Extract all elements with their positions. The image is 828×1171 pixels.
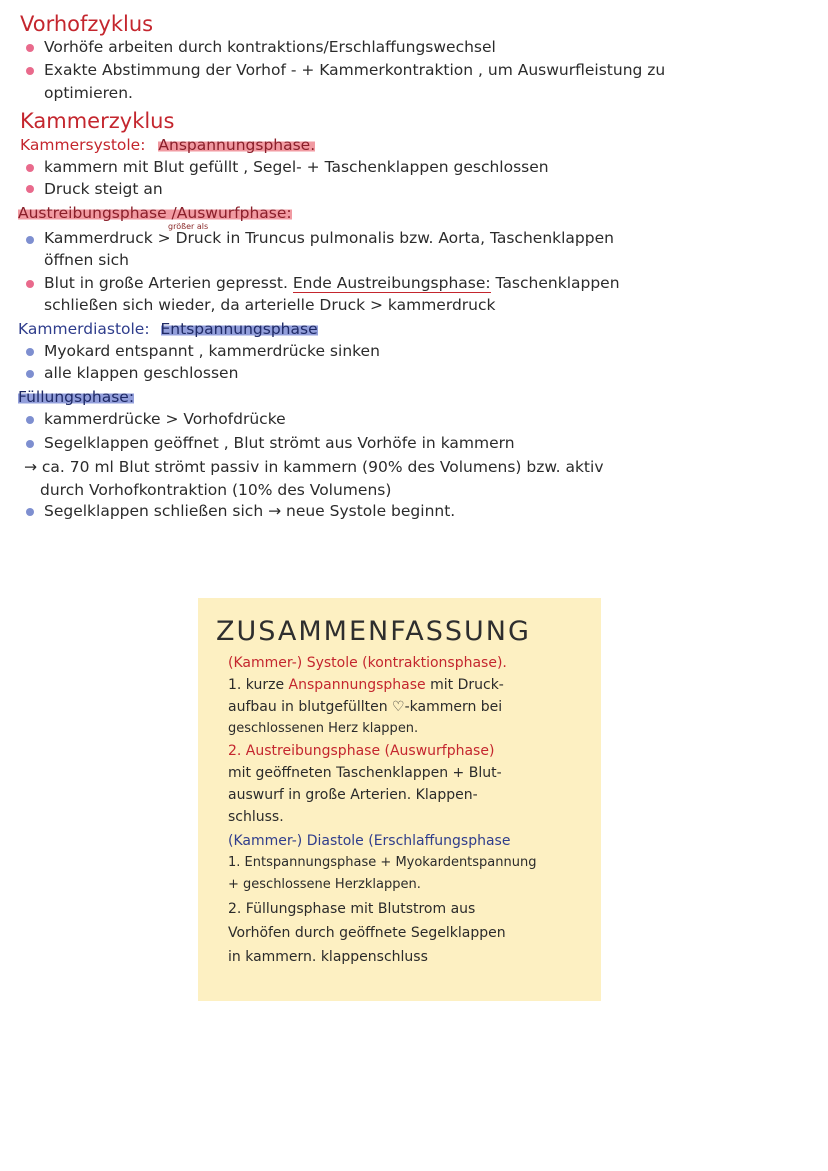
kammer-heading: Kammerzyklus: [20, 109, 175, 133]
summary-line: 2. Füllungsphase mit Blutstrom aus: [228, 901, 476, 917]
summary-line: 1. kurze: [228, 677, 289, 693]
diastole-bullet-2: alle klappen geschlossen: [44, 364, 239, 382]
anspannungsphase-label: Anspannungsphase.: [158, 136, 316, 154]
bullet-icon: [26, 185, 34, 193]
vorhof-heading: Vorhofzyklus: [20, 12, 154, 36]
bullet-icon: [26, 164, 34, 172]
fuellung-bullet-4: Segelklappen schließen sich → neue Systole beginnt.: [44, 502, 456, 520]
fuellung-bullet-2: Segelklappen geöffnet , Blut strömt aus Vorhöfe in kammern: [44, 434, 515, 452]
bullet-icon: [26, 280, 34, 288]
bullet-icon: [26, 67, 34, 75]
austreibung-bullet-2c: Taschenklappen: [490, 274, 620, 292]
bullet-icon: [26, 440, 34, 448]
austreibung-bullet-2a: Blut in große Arterien gepresst.: [44, 274, 293, 292]
fuellung-arrow-line-cont: durch Vorhofkontraktion (10% des Volumens): [40, 481, 392, 499]
summary-line: aufbau in blutgefüllten ♡-kammern bei: [228, 699, 503, 715]
summary-line: auswurf in große Arterien. Klappen-: [228, 787, 478, 803]
fuellungsphase-label: Füllungsphase:: [18, 388, 135, 406]
summary-line: (Kammer-) Diastole (Erschlaffungsphase: [228, 833, 511, 849]
bullet-icon: [26, 44, 34, 52]
summary-anspannungsphase: Anspannungsphase: [288, 677, 426, 693]
summary-line: mit geöffneten Taschenklappen + Blut-: [228, 765, 502, 781]
bullet-icon: [26, 370, 34, 378]
vorhof-bullet-1: Vorhöfe arbeiten durch kontraktions/Erschlaffungswechsel: [44, 38, 496, 56]
summary-line: mit Druck-: [425, 677, 504, 693]
fuellung-bullet-1: kammerdrücke > Vorhofdrücke: [44, 410, 286, 428]
austreibung-bullet-1-cont: öffnen sich: [44, 251, 130, 269]
kammerdiastole-label: Kammerdiastole:: [18, 320, 150, 338]
summary-line: geschlossenen Herz klappen.: [228, 721, 419, 736]
summary-line: + geschlossene Herzklappen.: [228, 877, 421, 892]
summary-line: schluss.: [228, 809, 284, 825]
summary-title: ZUSAMMENFASSUNG: [216, 616, 531, 647]
vorhof-bullet-2-cont: optimieren.: [44, 84, 133, 102]
summary-line: 1. Entspannungsphase + Myokardentspannung: [228, 855, 537, 870]
austreibung-bullet-1: Kammerdruck > Druck in Truncus pulmonalis bzw. Aorta, Taschenklappen: [44, 229, 614, 247]
summary-line: in kammern. klappenschluss: [228, 949, 428, 965]
ende-austreibung-label: Ende Austreibungsphase:: [292, 274, 491, 292]
systole-bullet-1: kammern mit Blut gefüllt , Segel- + Taschenklappen geschlossen: [44, 158, 549, 176]
entspannungsphase-label: Entspannungsphase: [160, 320, 318, 338]
summary-line: Vorhöfen durch geöffnete Segelklappen: [228, 925, 506, 941]
austreibungsphase-label: Austreibungsphase /Auswurfphase:: [18, 204, 292, 222]
fuellung-arrow-line: → ca. 70 ml Blut strömt passiv in kammern (90% des Volumens) bzw. aktiv: [24, 458, 604, 476]
bullet-icon: [26, 236, 34, 244]
groesser-als-note: größer als: [168, 222, 209, 231]
vorhof-bullet-2: Exakte Abstimmung der Vorhof - + Kammerkontraktion , um Auswurfleistung zu: [44, 61, 666, 79]
summary-line: (Kammer-) Systole (kontraktionsphase).: [228, 655, 507, 671]
bullet-icon: [26, 508, 34, 516]
kammersystole-label: Kammersystole:: [20, 136, 146, 154]
summary-box: [198, 598, 601, 1001]
austreibung-bullet-2-cont: schließen sich wieder, da arterielle Druck > kammerdruck: [44, 296, 496, 314]
bullet-icon: [26, 416, 34, 424]
summary-line: 2. Austreibungsphase (Auswurfphase): [228, 743, 495, 759]
bullet-icon: [26, 348, 34, 356]
systole-bullet-2: Druck steigt an: [44, 180, 163, 198]
diastole-bullet-1: Myokard entspannt , kammerdrücke sinken: [44, 342, 380, 360]
